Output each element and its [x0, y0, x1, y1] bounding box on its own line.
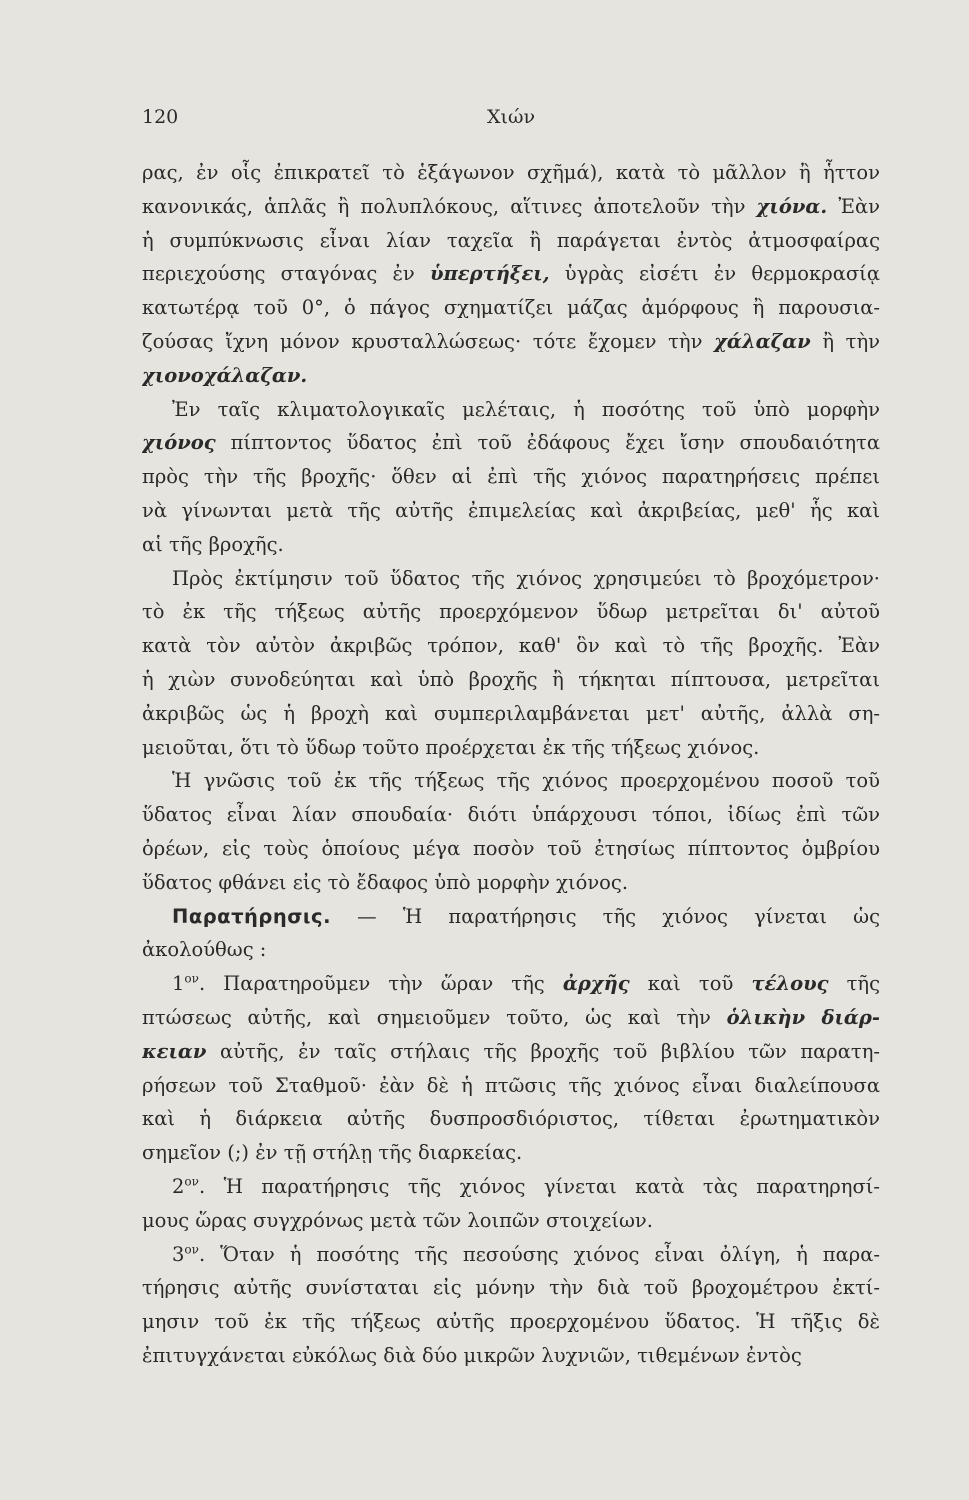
- paragraph: [142, 156, 880, 393]
- text-line: νὰ γίνωνται μετὰ τῆς αὐτῆς ἐπιμελείας καὶ ἀκριβείας, μεθ' ἧς καὶ: [142, 498, 880, 522]
- text-line: Παρατήρησις. — Ἡ παρατήρησις τῆς χιόνος γίνεται ὡς: [172, 904, 880, 928]
- text-line: ρας, ἐν οἷς ἐπικρατεῖ τὸ ἑξάγωνον σχῆμά), κατὰ τὸ μᾶλλον ἢ ἧττον: [142, 161, 880, 184]
- text-line: καὶ ἡ διάρκεια αὐτῆς δυσπροσδιόριστος, τίθεται ἐρωτηματικὸν: [142, 1107, 880, 1131]
- paragraph: [142, 967, 880, 1170]
- text-line: [142, 359, 880, 393]
- emphasized-term: χιόνα.: [756, 194, 828, 218]
- text-line: ὀρέων, εἰς τοὺς ὁποίους μέγα ποσὸν τοῦ ἐτησίως πίπτοντος ὀμβρίου: [142, 836, 880, 860]
- paragraph: [142, 764, 880, 899]
- emphasized-term: κειαν: [142, 1039, 207, 1063]
- emphasized-term: χιονοχάλαζαν.: [142, 363, 308, 387]
- page-header: [142, 106, 880, 136]
- text-line: μειοῦται, ὅτι τὸ ὕδωρ τοῦτο προέρχεται ἐκ τῆς τήξεως χιόνος.: [142, 735, 760, 759]
- running-title: Χιών: [486, 106, 536, 128]
- text-line: ἀκριβῶς ὡς ἡ βροχὴ καὶ συμπεριλαμβάνεται μετ' αὐτῆς, ἀλλὰ ση-: [142, 701, 880, 725]
- emphasized-term: χάλαζαν: [714, 329, 811, 353]
- emphasized-term: ὑπερτήξει,: [429, 262, 550, 286]
- text-line: ζούσας ἴχνη μόνον κρυσταλλώσεως· τότε ἔχομεν τὴν χάλαζαν ἢ τὴν: [142, 329, 880, 353]
- text-line: τὸ ἐκ τῆς τήξεως αὐτῆς προερχόμενον ὕδωρ μετρεῖται δι' αὐτοῦ: [142, 600, 880, 624]
- text-line: σημεῖον (;) ἐν τῇ στήλῃ τῆς διαρκείας.: [142, 1141, 523, 1165]
- text-line: πρὸς τὴν τῆς βροχῆς· ὅθεν αἱ ἐπὶ τῆς χιόνος παρατηρήσεις πρέπει: [142, 465, 880, 489]
- paragraph: [142, 393, 880, 562]
- text-line: περιεχούσης σταγόνας ἐν ὑπερτήξει, ὑγρὰς εἰσέτι ἐν θερμοκρασίᾳ: [142, 262, 880, 286]
- text-line: $3^{o\nu}$. Ὅταν ἡ ποσότης τῆς πεσούσης χιόνος εἶναι ὀλίγη, ἡ παρα-: [172, 1242, 880, 1266]
- text-line: ρήσεων τοῦ Σταθμοῦ· ἐὰν δὲ ἡ πτῶσις τῆς χιόνος εἶναι διαλείπουσα: [142, 1073, 880, 1097]
- text-line: αἱ τῆς βροχῆς.: [142, 532, 284, 556]
- text-line: κατὰ τὸν αὐτὸν ἀκριβῶς τρόπον, καθ' ὃν καὶ τὸ τῆς βροχῆς. Ἐὰν: [142, 634, 880, 658]
- text-line: Ἡ γνῶσις τοῦ ἐκ τῆς τήξεως τῆς χιόνος προερχομένου ποσοῦ τοῦ: [172, 769, 880, 793]
- text-line: Πρὸς ἐκτίμησιν τοῦ ὕδατος τῆς χιόνος χρησιμεύει τὸ βροχόμετρον·: [172, 566, 880, 590]
- paragraph: [142, 900, 880, 968]
- text-line: ὕδατος φθάνει εἰς τὸ ἔδαφος ὑπὸ μορφὴν χιόνος.: [142, 870, 629, 894]
- text-line: ἡ χιὼν συνοδεύηται καὶ ὑπὸ βροχῆς ἢ τήκηται πίπτουσα, μετρεῖται: [142, 667, 880, 691]
- text-line: ἡ συμπύκνωσις εἶναι λίαν ταχεῖα ἢ παράγεται ἐντὸς ἀτμοσφαίρας: [142, 228, 880, 252]
- text-line: μησιν τοῦ ἐκ τῆς τήξεως αὐτῆς προερχομένου ὕδατος. Ἡ τῆξις δὲ: [142, 1310, 880, 1334]
- paragraph: [142, 562, 880, 765]
- text-line: ἐπιτυγχάνεται εὐκόλως διὰ δύο μικρῶν λυχνιῶν, τιθεμένων ἐντὸς: [142, 1343, 802, 1367]
- ordinal-suffix: ον: [184, 1242, 199, 1256]
- text-line: τήρησις αὐτῆς συνίσταται εἰς μόνην τὴν διὰ τοῦ βροχομέτρου ἐκτί-: [142, 1276, 880, 1300]
- text-line: κατωτέρᾳ τοῦ 0°, ὁ πάγος σχηματίζει μάζας ἀμόρφους ἢ παρουσια-: [142, 296, 880, 320]
- text-line: ὕδατος εἶναι λίαν σπουδαία· διότι ὑπάρχουσι τόποι, ἰδίως ἐπὶ τῶν: [142, 803, 880, 827]
- emphasized-term: ὁλικὴν διάρ-: [726, 1005, 880, 1029]
- body-text: [142, 156, 880, 1373]
- text-line: πτώσεως αὐτῆς, καὶ σημειοῦμεν τοῦτο, ὡς καὶ τὴν ὁλικὴν διάρ-: [142, 1005, 880, 1029]
- emphasized-term: τέλους: [751, 972, 829, 996]
- ordinal-suffix: ον: [184, 1174, 199, 1189]
- text-line: κανονικάς, ἁπλᾶς ἢ πολυπλόκους, αἵτινες ἀποτελοῦν τὴν χιόνα. Ἐὰν: [142, 194, 880, 218]
- text-line: ἀκολούθως :: [142, 938, 267, 962]
- text-line: $1^{o\nu}$. Παρατηροῦμεν τὴν ὥραν τῆς ἀρχῆς καὶ τοῦ τέλους τῆς: [172, 971, 880, 996]
- text-line: χιόνος πίπτοντος ὕδατος ἐπὶ τοῦ ἐδάφους ἔχει ἴσην σπουδαιότητα: [142, 431, 880, 455]
- paragraph: [142, 1238, 880, 1373]
- text-line: Ἐν ταῖς κλιματολογικαῖς μελέταις, ἡ ποσότης τοῦ ὑπὸ μορφὴν: [172, 397, 880, 421]
- page-number: 120: [142, 106, 179, 128]
- text-line: $2^{o\nu}$. Ἡ παρατήρησις τῆς χιόνος γίνεται κατὰ τὰς παρατηρησί-: [172, 1174, 880, 1198]
- paragraph: [142, 1170, 880, 1238]
- text-line: μους ὥρας συγχρόνως μετὰ τῶν λοιπῶν στοιχείων.: [142, 1208, 653, 1232]
- emphasized-term: ἀρχῆς: [562, 972, 630, 996]
- ordinal-suffix: ον: [184, 971, 199, 986]
- section-heading: Παρατήρησις.: [172, 904, 331, 928]
- emphasized-term: χιόνος: [142, 431, 216, 455]
- text-line: κειαν αὐτῆς, ἐν ταῖς στήλαις τῆς βροχῆς τοῦ βιβλίου τῶν παρατη-: [142, 1039, 880, 1063]
